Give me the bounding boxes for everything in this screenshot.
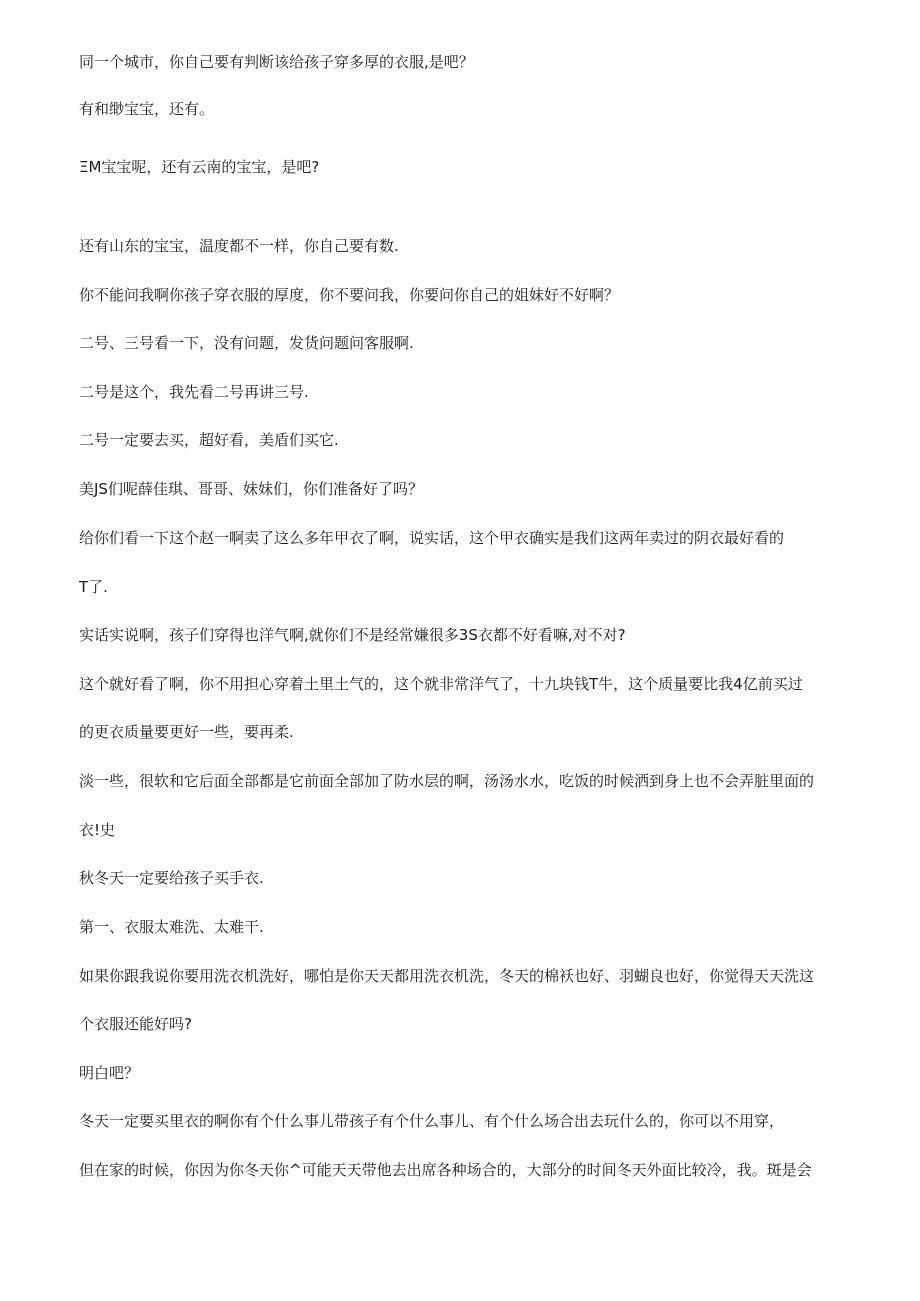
text-line: 第一、衣服太难洗、太难干. [79, 918, 264, 936]
text-line: 你不能问我啊你孩子穿衣服的厚度，你不要问我，你要问你自己的姐妹好不好啊？ [79, 286, 620, 304]
text-line: 明白吧？ [79, 1064, 140, 1082]
text-line: 实话实说啊，孩子们穿得也洋气啊,就你们不是经常嫌很多3S衣都不好看嘛,对不对? [79, 626, 626, 644]
text-line: 个衣服还能好吗? [79, 1015, 192, 1033]
text-line: ΞM宝宝呢，还有云南的宝宝，是吧? [79, 158, 320, 176]
text-line: 淡一些，很软和它后面全部都是它前面全部加了防水层的啊，汤汤水水，吃饭的时候洒到身上也不会弄脏里面的 [79, 772, 815, 790]
text-line: 这个就好看了啊，你不用担心穿着土里土气的，这个就非常洋气了，十九块钱T牛，这个质量要比我4亿前买过 [79, 675, 803, 693]
text-line: 如果你跟我说你要用洗衣机洗好，哪怕是你天天都用洗衣机洗，冬天的棉袄也好、羽蝴良也好，你觉得天天洗这 [79, 967, 815, 985]
text-line: 有和缈宝宝，还有。 [79, 100, 215, 118]
text-line: 秋冬天一定要给孩子买手衣. [79, 869, 264, 887]
text-line: 给你们看一下这个赵一啊卖了这么多年甲衣了啊，说实话，这个甲衣确实是我们这两年卖过的阴衣最好看的 [79, 529, 785, 547]
text-line: 美JS们呢薛佳琪、哥哥、妹妹们，你们准备好了吗？ [79, 480, 423, 498]
text-line: 二号一定要去买，超好看，美盾们买它. [79, 431, 339, 449]
text-line: 衣!史 [79, 821, 116, 839]
text-line: T了. [79, 578, 108, 596]
text-line: 二号、三号看一下，没有问题，发货问题问客服啊. [79, 334, 414, 352]
text-line: 冬天一定要买里衣的啊你有个什么事儿带孩子有个什么事儿、有个什么场合出去玩什么的，你可以不用穿， [79, 1112, 785, 1130]
text-line: 二号是这个，我先看二号再讲三号. [79, 383, 309, 401]
text-line: 还有山东的宝宝，温度都不一样，你自己要有数. [79, 237, 399, 255]
text-line: 的更衣质量要更好一些，要再柔. [79, 723, 294, 741]
text-line: 但在家的时候，你因为你冬天你^可能天天带他去出席各种场合的，大部分的时间冬天外面比较冷，我。斑是会 [79, 1161, 812, 1179]
text-line: 同一个城市，你自己要有判断该给孩子穿多厚的衣服,是吧？ [79, 53, 474, 71]
